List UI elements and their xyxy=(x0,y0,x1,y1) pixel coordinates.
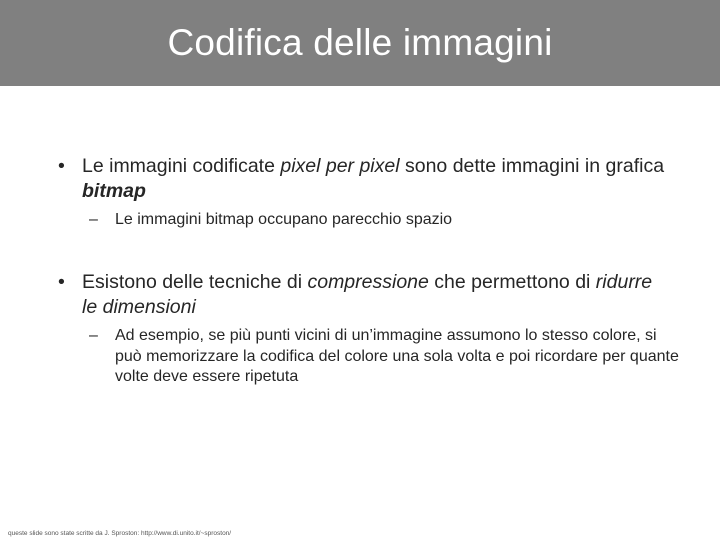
bullet-item xyxy=(58,270,668,320)
bullet-text-italic: ridurre le dimensioni xyxy=(82,271,653,318)
bullet-text-italic: pixel per pixel xyxy=(280,155,400,177)
bullet-marker: • xyxy=(58,155,65,177)
footer-credit: queste slide sono state scritte da J. Sproston: http://www.di.unito.it/~sproston/ xyxy=(8,530,232,537)
bullet-text-italic: compressione xyxy=(307,271,429,293)
bullet-item xyxy=(58,154,668,204)
sub-bullet-marker: – xyxy=(89,211,98,228)
sub-bullet-marker: – xyxy=(89,327,98,344)
bullet-text-part: sono dette immagini in grafica xyxy=(399,155,665,177)
bullet-text xyxy=(82,270,668,320)
bullet-text-bold-italic: bitmap xyxy=(82,180,146,202)
bullet-text-part: Esistono delle tecniche di xyxy=(82,271,308,293)
bullet-text xyxy=(82,154,668,204)
bullet-text-part: Le immagini codificate xyxy=(82,155,281,177)
bullet-text-part: che permettono di xyxy=(428,271,596,293)
sub-bullet-item xyxy=(89,326,679,388)
sub-bullet-text: Ad esempio, se più punti vicini di un’immagine assumono lo stesso colore, si può memorizzare la codifica del colore una sola volta e poi ricordare per quante volte deve essere ripetuta xyxy=(115,327,679,385)
slide-title: Codifica delle immagini xyxy=(167,22,553,63)
sub-bullet-item xyxy=(89,210,679,231)
bullet-marker: • xyxy=(58,271,65,293)
sub-bullet-text: Le immagini bitmap occupano parecchio spazio xyxy=(115,211,453,228)
title-bar xyxy=(0,0,720,86)
